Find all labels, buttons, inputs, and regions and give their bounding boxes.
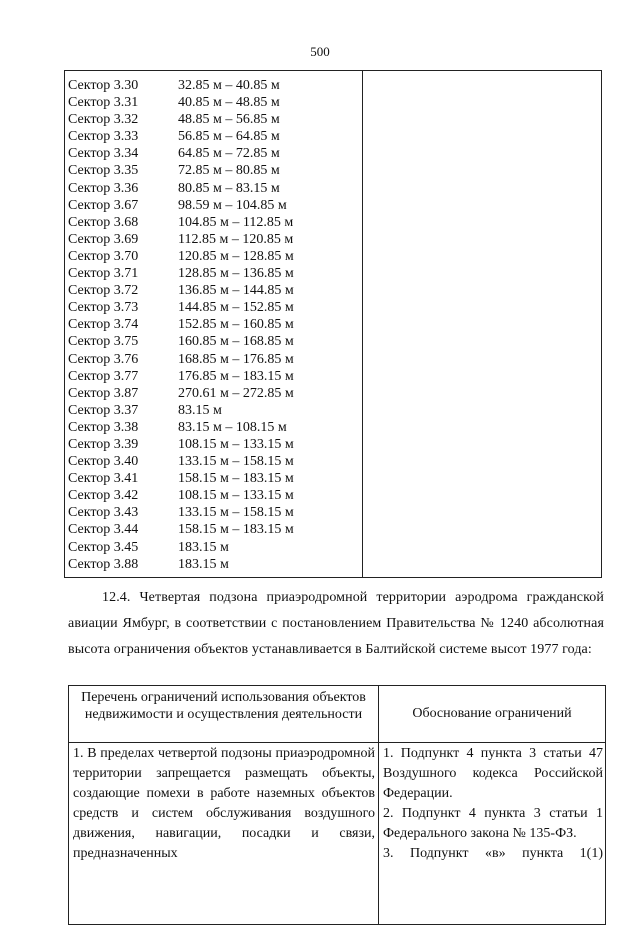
sector-name: Сектор 3.44 [68,522,139,538]
sector-height-range: 183.15 м [178,539,229,555]
sector-name: Сектор 3.45 [68,539,139,555]
sector-row [68,197,368,214]
sector-row [68,94,368,111]
restrictions-table [68,685,606,925]
sector-name: Сектор 3.70 [68,248,139,264]
header-justification: Обоснование ограничений [412,706,572,721]
sector-height-range: 270.61 м – 272.85 м [178,385,294,401]
sector-row [68,470,368,487]
sector-row [68,128,368,145]
sector-height-range: 176.85 м – 183.15 м [178,368,294,384]
sector-name: Сектор 3.77 [68,368,139,384]
sector-height-range: 72.85 м – 80.85 м [178,163,280,179]
sector-row [68,368,368,385]
sector-height-range: 108.15 м – 133.15 м [178,488,294,504]
sector-height-range: 83.15 м – 108.15 м [178,419,287,435]
sector-row [68,333,368,350]
sector-name: Сектор 3.71 [68,266,139,282]
justification-item: 2. Подпункт 4 пункта 3 статьи 1 Федерального закона № 135-ФЗ. [383,806,603,841]
sector-row [68,436,368,453]
sector-height-range: 108.15 м – 133.15 м [178,436,294,452]
sector-height-range: 104.85 м – 112.85 м [178,214,294,230]
sector-row [68,111,368,128]
sector-row [68,351,368,368]
sector-name: Сектор 3.34 [68,146,139,162]
sector-height-range: 112.85 м – 120.85 м [178,231,294,247]
sector-row [68,402,368,419]
sector-row [68,77,368,94]
sector-row [68,162,368,179]
sector-name: Сектор 3.75 [68,334,139,350]
sector-name: Сектор 3.32 [68,112,139,128]
sector-height-range: 83.15 м [178,402,222,418]
sector-row [68,539,368,556]
sector-height-range: 133.15 м – 158.15 м [178,454,294,470]
sector-row [68,504,368,521]
justification-item: 1. Подпункт 4 пункта 3 статьи 47 Воздушного кодекса Российской Федерации. [383,746,603,801]
sector-name: Сектор 3.33 [68,129,139,145]
sector-height-range: 98.59 м – 104.85 м [178,197,287,213]
justification-item: 3. Подпункт «в» пункта 1(1) [383,846,603,861]
sector-height-range: 158.15 м – 183.15 м [178,471,294,487]
justification-list [383,744,603,864]
sector-row [68,180,368,197]
sector-height-range: 40.85 м – 48.85 м [178,95,280,111]
sector-height-range: 152.85 м – 160.85 м [178,317,294,333]
sector-name: Сектор 3.74 [68,317,139,333]
sector-row [68,487,368,504]
sector-name: Сектор 3.69 [68,231,139,247]
sector-row [68,453,368,470]
sector-row [68,214,368,231]
sector-row [68,299,368,316]
sector-name: Сектор 3.87 [68,385,139,401]
sector-name: Сектор 3.68 [68,214,139,230]
sector-rows [68,77,368,573]
sector-height-range: 48.85 м – 56.85 м [178,112,280,128]
sector-name: Сектор 3.38 [68,419,139,435]
page-number: 500 [310,44,330,59]
sector-table [64,70,602,578]
sector-height-range: 133.15 м – 158.15 м [178,505,294,521]
sector-name: Сектор 3.43 [68,505,139,521]
sector-name: Сектор 3.73 [68,300,139,316]
sector-name: Сектор 3.35 [68,163,139,179]
paragraph-text: 12.4. Четвертая подзона приаэродромной территории аэродрома гражданской авиации Ямбург, в соответствии с постановлением Правительства № 1240 абсолютная высота ограничения объектов устанавливается в Балтийской системе высот 1977 года: [68,590,604,657]
sector-name: Сектор 3.67 [68,197,139,213]
header-restrictions-list: Перечень ограничений использования объектов недвижимости и осуществления деятельности [81,690,366,722]
sector-row [68,265,368,282]
sector-height-range: 80.85 м – 83.15 м [178,180,280,196]
sector-height-range: 120.85 м – 128.85 м [178,248,294,264]
sector-height-range: 56.85 м – 64.85 м [178,129,280,145]
sector-height-range: 168.85 м – 176.85 м [178,351,294,367]
sector-row [68,282,368,299]
sector-height-range: 160.85 м – 168.85 м [178,334,294,350]
sector-name: Сектор 3.30 [68,78,139,93]
sector-height-range: 158.15 м – 183.15 м [178,522,294,538]
sector-name: Сектор 3.88 [68,556,139,572]
restriction-item-text: 1. В пределах четвертой подзоны приаэродромной территории запрещается размещать объекты, создающие помехи в работе наземных объектов средств и систем обслуживания воздушного движения, навигации, посадки и связи, предназначенных [73,746,375,861]
sector-name: Сектор 3.42 [68,488,139,504]
sector-height-range: 144.85 м – 152.85 м [178,300,294,316]
sector-name: Сектор 3.39 [68,436,139,452]
sector-row [68,248,368,265]
sector-name: Сектор 3.41 [68,471,139,487]
table-header-divider [69,742,605,743]
sector-row [68,419,368,436]
sector-row [68,145,368,162]
sector-height-range: 64.85 м – 72.85 м [178,146,280,162]
section-paragraph [68,585,604,663]
sector-height-range: 183.15 м [178,556,229,572]
sector-row [68,521,368,538]
sector-name: Сектор 3.76 [68,351,139,367]
sector-height-range: 32.85 м – 40.85 м [178,78,280,93]
sector-row [68,556,368,573]
sector-name: Сектор 3.40 [68,454,139,470]
sector-name: Сектор 3.36 [68,180,139,196]
sector-row [68,231,368,248]
sector-height-range: 128.85 м – 136.85 м [178,266,294,282]
sector-row [68,316,368,333]
sector-name: Сектор 3.37 [68,402,139,418]
sector-name: Сектор 3.31 [68,95,139,111]
sector-height-range: 136.85 м – 144.85 м [178,283,294,299]
sector-name: Сектор 3.72 [68,283,139,299]
sector-row [68,385,368,402]
